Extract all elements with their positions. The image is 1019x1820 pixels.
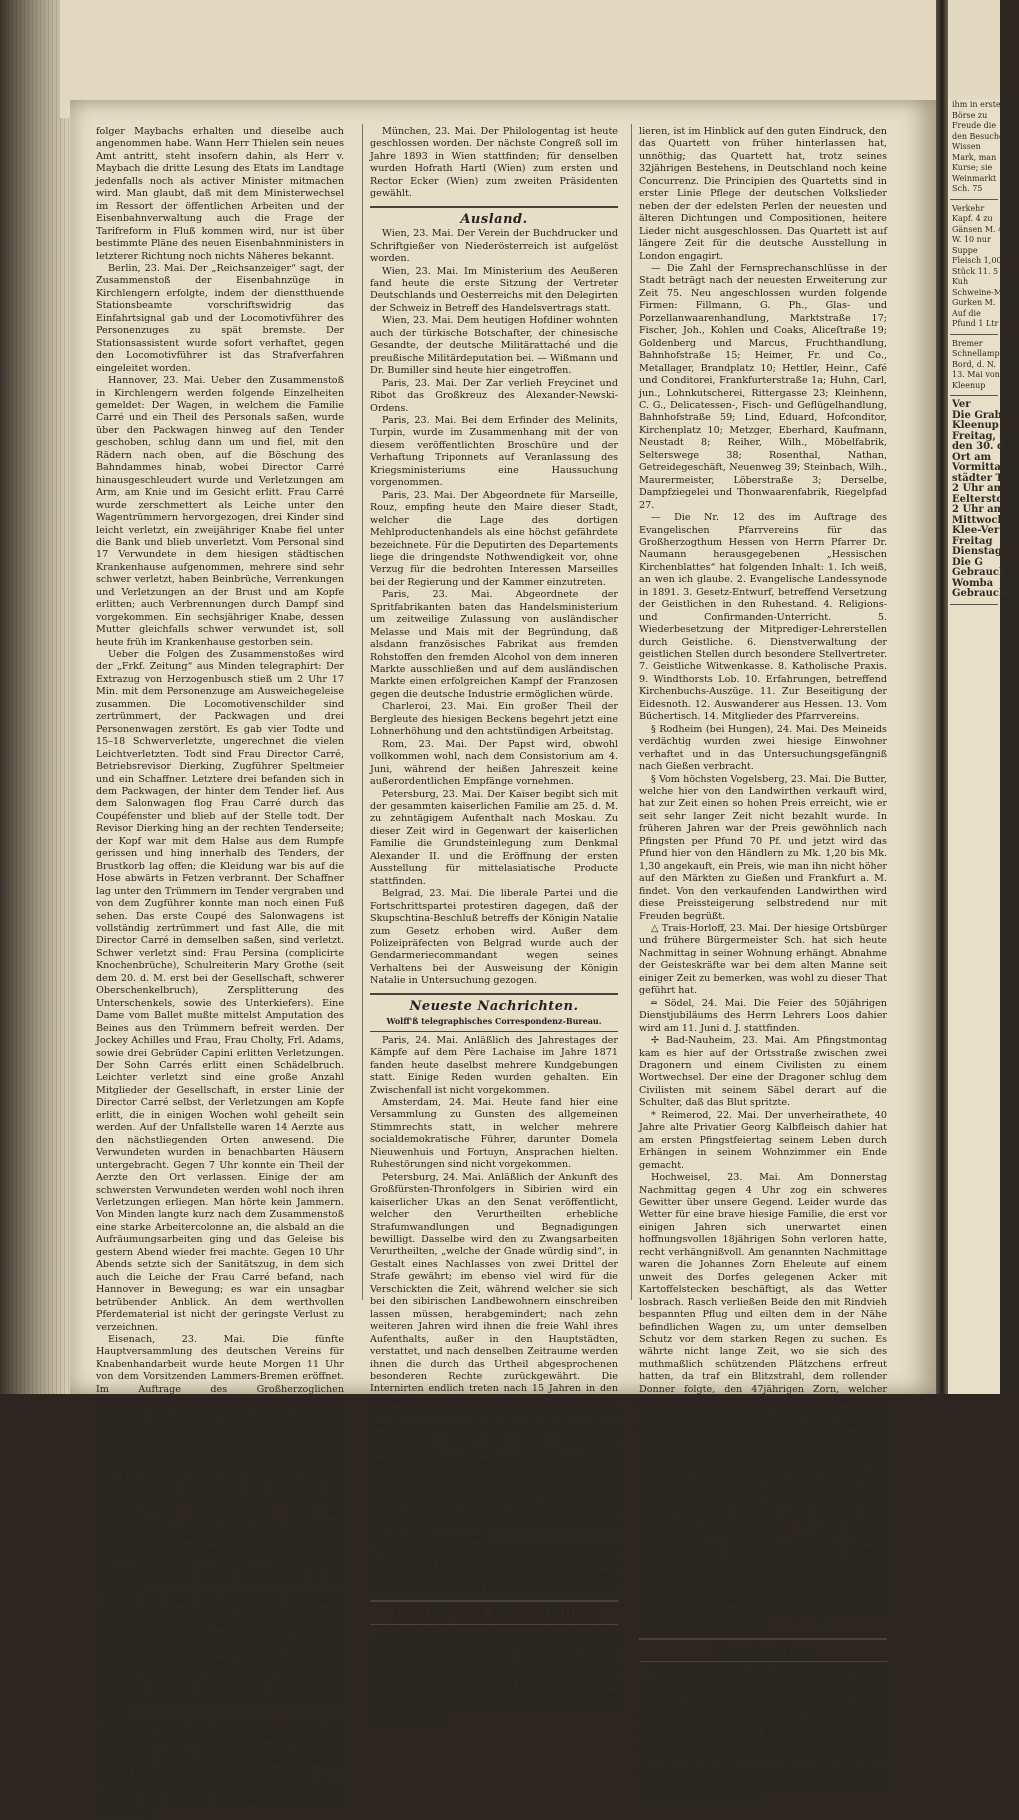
facing-page-text: Bremer [952, 338, 983, 348]
column-3 [639, 126, 887, 1802]
article-paragraph: Buenos-Ayres, 24. Mai. Nach einer Meldung des Reuter'schen Bureaus sind in der Provinz Cordoba während des elfstündigen Kampfes bei den jetzt beendeten Unruhen 25 Personen getödtet worden. [370, 1545, 618, 1594]
article-paragraph: Ueber die Folgen des Zusammenstoßes wird der „Frkf. Zeitung“ aus Minden telegraphirt: Der Extrazug von Herzogenbusch stieß um 2 Uhr 17 Min. mit dem Personenzuge am Ausweichegeleise zusammen. Die Locomotivenschilder sind zertrümmert, der Packwagen und drei Personenwagen zerstört. Es gab vier Todte und 15–18 Schwerverletzte, ungerechnet die vielen Leichtverletzten. Todt sind Frau Director Carré, Betriebsrevisor Dierking, Zugführer Speltmeier und ein Schaffner. Letztere drei befanden sich in dem Packwagen, der hinter dem Tender lief. Aus dem Salonwagen flog Frau Carré durch das Coupéfenster und blieb auf der Stelle todt. Der Revisor Dierking hing an der rechten Tenderseite; der Kopf war mit dem Halse aus dem Rumpfe gerissen und hing innerhalb des Tenders, der Brustkorb lag offen; die Kleidung war bis auf die Hose abwärts in Fetzen verbrannt. Der Schaffner lag unter den Trümmern im Tender vergraben und von dem Zugführer konnte man noch einen Fuß sehen. Das erste Coupé des Salonwagens ist vollständig zertrümmert und fast Alle, die mit Director Carré in demselben saßen, sind verletzt. Schwer verletzt sind: Frau Persina (complicirte Knochenbrüche), Schulreiterin Mary Grothe (seit dem 20. d. M. erst bei der Gesellschaft, schwerer Oberschenkelbruch), Zersplitterung des Unterschenkels, sowie des Unterkiefers). Eine Dame vom Ballet mußte mittelst Amputation des Beines aus den Trümmern befreit werden. Der Jockey Achilles und Frau, Frau Cholty, Frl. Adams, sowie drei Gebrüder Capini erlitten Verletzungen. Der Sohn Carrés erlitt einen Schädelbruch. Leichter verletzt sind eine große Anzahl Mitglieder der Gesellschaft, in erster Linie der Director Carré selbst, der Verletzungen am Kopfe erlitt, die in einigen Wochen wohl geheilt sein werden. Auf der Unfallstelle waren 14 Aerzte aus den nächstliegenden Orten anwesend. Die Verwundeten wurden in benachbarten Häusern untergebracht. Gegen 7 Uhr konnte ein Theil der Aerzte den Ort verlassen. Einige der am schwersten Verwundeten werden wohl noch ihren Verletzungen erliegen. Man hörte kein Jammern. Von Minden langte kurz nach dem Zusammenstoß eine starke Arbeitercolonne an, die alsbald an die Aufräumungsarbeiten ging und das Geleise bis gestern Abend wieder frei machte. Gegen 10 Uhr Abends setzte sich der Sanitätszug, in dem sich auch die Leiche der Frau Carré befand, nach Hannover in Bewegung; es war ein unsagbar betrübender Anblick. An dem werthvollen Pferdematerial ist nicht der geringste Verlust zu verzeichnen. [96, 649, 344, 1333]
column-1 [96, 126, 344, 1820]
facing-page-text: Gänsen M. 40 [952, 224, 1009, 234]
section-rule [370, 993, 618, 995]
section-rule [370, 206, 618, 208]
article-paragraph: Belgrad, 23. Mai. Die liberale Partei und die Fortschrittspartei protestiren dagegen, daß der Skupschtina-Beschluß betreffs der Königin Natalie zum Gesetz erhoben wird. Außer dem Polizeipräfecten von Belgrad wurde auch der Gendarmeriecommandant wegen seines Verhaltens bei der Ausweisung der Königin Natalie in Untersuchung gezogen. [370, 888, 618, 987]
article-paragraph: — Die Zahl der Fernsprechanschlüsse in der Stadt beträgt nach der neuesten Erweiterung zur Zeit 75. Neu angeschlossen wurden folgende Firmen: Fillmann, G. Ph., Glas- und Porzellanwaarenhandlung, Marktstraße 17; Fischer, Joh., Kohlen und Coaks, Aliceſtraße 19; Goldenberg und Marcus, Fruchthandlung, Bahnhofstraße 15; Heimer, Fr. und Co., Metallager, Brandplatz 10; Hettler, Heinr., Café und Conditorei, Frankfurterstraße 1a; Huhn, Carl, jun., Lohnkutscherei, Rittergasse 23; Kleinhenn, C. G., Delicatessen-, Fisch- und Geflügelhandlung, Bahnhofstraße 59; Lind, Eduard, Hofconditor, Kirchenplatz 10; Metzger, Eberhard, Kaufmann, Neustadt 8; Reiher, Wilh., Möbelfabrik, Selterswege 38; Rosenthal, Nathan, Getreidegeschäft, Neuenweg 39; Steinbach, Wilh., Maurermeister, Löberstraße 3; Derselbe, Dampfziegelei und Thonwaarenfabrik, Riegelpfad 27. [639, 262, 887, 511]
facing-page-text: Suppe [952, 245, 978, 255]
facing-page-text: Ort am [952, 451, 992, 463]
facing-page-text: Kleenup [952, 380, 986, 390]
facing-page-text: Stück 11. 5 [952, 266, 999, 276]
article-paragraph: folger Maybachs erhalten und dieselbe auch angenommen habe. Wann Herr Thielen sein neues Amt antritt, steht insofern dahin, als Herr v. Maybach die dritte Lesung des Etats im Landtage jedenfalls noch als activer Minister mitmachen wird. Man glaubt, daß mit dem Ministerwechsel im Ressort der öffentlichen Arbeiten und der Eisenbahnverwaltung auch die Frage der Tarifreform in Fluß kommen wird, nur ist über bestimmte Pläne des neuen Eisenbahnministers in letzterer Richtung noch nichts Näheres bekannt. [96, 126, 344, 262]
facing-page-rule [950, 334, 998, 335]
facing-page-text: Schweine-Markt [952, 287, 1019, 297]
column-divider [631, 124, 632, 1300]
article-paragraph: * Reimerod, 22. Mai. Der unverheirathete, 40 Jahre alte Privatier Georg Kalbfleisch dahier hat am ersten Pfingstfeiertag seinem Leben durch Erhängen in seinem Wohnzimmer ein Ende gemacht. [639, 1109, 887, 1171]
article-paragraph: Hannover, 23. Mai. Ueber den Zusammenstoß in Kirchlengern werden folgende Einzelheiten gemeldet: Der Wagen, in welchem die Familie Carré und ein Theil des Personals saßen, wurde über den Packwagen hinweg auf den Tender geschoben, schlug dann um und fiel, mit den Rädern nach oben, auf die Böschung des Bahndammes hinab, wobei Director Carré hinausgeschleudert wurde und Verletzungen am Arm, am Knie und im Gesicht erlitt. Frau Carré wurde zerschmettert als Leiche unter den Wagentrümmern hervorgezogen, drei Kinder sind leicht verletzt, ein zweijähriger Knabe fiel unter die Bank und blieb unverletzt. Vom Personal sind 17 Verwundete in dem hiesigen städtischen Krankenhause aufgenommen, mehrere sind sehr schwer verletzt, haben Beinbrüche, Verrenkungen und Verletzungen an der Brust und am Kopfe erlitten; auch Verbrennungen durch Dampf sind vorgekommen. Ein sechsjähriger Knabe, dessen Mutter gleichfalls schwer verwundet ist, soll heute früh im Krankenhause gestorben sein. [96, 375, 344, 648]
facing-page-text: Dienstag [952, 546, 1002, 557]
facing-page-text: Mittwoch [952, 514, 1005, 526]
facing-page-text: Womba [952, 577, 994, 589]
article-paragraph: § Vom höchsten Vogelsberg, 23. Mai. Die Butter, welche hier von den Landwirthen verkauft wird, hat zur Zeit einen so hohen Preis erreicht, wie er seit sehr langer Zeit nicht bezahlt wurde. In früheren Jahren war der Preis gewöhnlich nach Pfingsten per Pfund 70 Pf. und jetzt wird das Pfund hier von den Händlern zu Mk. 1,20 bis Mk. 1,30 angekauft, ein Preis, wie man ihn nicht höher auf den Märkten zu Gießen und Frankfurt a. M. findet. Von den verkaufenden Landwirthen wird diese Preissteigerung selbstredend nur mit Freuden begrüßt. [639, 773, 887, 922]
facing-page-text: Bord, d. N. [952, 359, 996, 369]
facing-page-text: Freitag [952, 535, 993, 547]
article-paragraph: Wien, 23. Mai. Dem heutigen Hofdiner wohnten auch der türkische Botschafter, der chinesische Gesandte, der deutsche Militärattaché und die preußische Militärdeputation bei. — Wißmann und Dr. Bumiller sind heute hier eingetroffen. [370, 315, 618, 377]
article-paragraph: ✢ Bad-Nauheim, 23. Mai. Am Pfingstmontag kam es hier auf der Ortsstraße zwischen zwei Dragonern und einem Civilisten zu einem Wortwechsel. Der eine der Dragoner schlug dem Civilisten mit seinem Säbel derart auf die Schulter, daß das Blut spritzte. [639, 1035, 887, 1109]
section-rule [370, 1031, 618, 1032]
article-muenchen: München, 23. Mai. Der Philologentag ist heute geschlossen worden. Der nächste Congreß soll im Jahre 1893 in Wien stattfinden; für denselben wurden Hofrath Hartl (Wien) zum ersten und Rector Ecker (Wien) zum zweiten Präsidenten gewählt. [370, 126, 618, 200]
facing-page-text: Verkehr [952, 203, 985, 213]
neueste-articles [370, 1035, 618, 1595]
article-paragraph: Rom, 23. Mai. Der Papst wird, obwohl vollkommen wohl, nach dem Consistorium am 4. Juni, während der heißen Jahreszeit keine außerordentlichen Empfänge vornehmen. [370, 738, 618, 788]
facing-page-text: Gebrauch [952, 567, 1007, 578]
facing-page-text: Freude die [952, 121, 997, 130]
facing-page-rule [950, 199, 998, 200]
column-divider [362, 124, 363, 1300]
facing-page-text: Gebraucht [952, 588, 1011, 599]
facing-page-text: Klee-Ver [952, 525, 1000, 536]
article-paragraph: — Die Nr. 12 des im Auftrage des Evangelischen Pfarrvereins für das Großherzogthum Hessen von Herrn Pfarrer Dr. Naumann herausgegebenen „Hessischen Kirchenblattes“ hat folgenden Inhalt: 1. Ich weiß, an wen ich glaube. 2. Evangelische Landessynode in 1891. 3. Gesetz-Entwurf, betreffend Versetzung der Geistlichen in den Ruhestand. 4. Religions- und Confirmanden-Unterricht. 5. Wiederbesetzung der Mitprediger-Lehrerstellen durch Geistliche. 6. Dienstverwaltung der geistlichen Stellen durch besondere Stellvertreter. 7. Geistliche Witwenkasse. 8. Katholische Praxis. 9. Windthorsts Lob. 10. Erfahrungen, betreffend Kirchenbuchs-Auszüge. 11. Zur Beseitigung der Eidesnoth. 12. Auswanderer aus Hessen. 13. Vom Büchertisch. 14. Mitglieder des Pfarrvereins. [639, 512, 887, 723]
article-frankfurt: * Frankfurt a. M., 22. Mai. In letzter Nacht wurde auf dem Hafenpfad ein Raubmordversuch an einer 82jährigen Frau gemacht. Der Thäter überfiel die alte Frau, knebelte sie, legte ihr ein Tuch um den Hals und zog es zu. In der Meinung, die alte Frau sei todt, durchwühlte er nun die ganze Wohnung nach Geld, kam aber nicht an die richtige Schublade, in der 680 Mk. sich befanden; da er nichts fand, ging er davon. Die alte Frau kam wieder zu sich, stand mit ihren gebundenen Händen auf und ging zu [639, 1665, 887, 1801]
facing-page-text: Kleenup [952, 420, 999, 431]
column-2 [370, 126, 618, 1727]
facing-page-text: Auf die [952, 308, 981, 318]
facing-page-text: Die Grab [952, 409, 1002, 421]
facing-page-fragment [948, 100, 1019, 1394]
facing-page-text: Mark, man [952, 152, 997, 162]
section-rule [639, 1661, 887, 1662]
facing-page-text: Eelterstoß [952, 493, 1011, 505]
article-paragraph: Köln, 23. Mai. Die Königliche Eisenbahn-Direction (rechtsrheinisch), welche die von den Zechen im der Kölner Kohlensubmission am 15. April abgegebenen Offerten zu 105 Mk. abgelehnt hat, forderte der „Köln. Volkszeitung“ zufolge die dem Kohlenverkaufsverein angehörigen Zechen auf, ihr freihändige Angebote zu machen und erließ zu diesem Behufe eine Einladung zu mündlichen Verhandlungen für den 26. Mai nach Essen. [96, 1595, 344, 1719]
article-paragraph: § Rodheim (bei Hungen), 24. Mai. Des Meineids verdächtig wurden zwei hiesige Einwohner verhaftet und in das Untersuchungsgefängniß nach Gießen verbracht. [639, 723, 887, 773]
facing-page-text: 2 Uhr am [952, 483, 1005, 494]
facing-page-text: Kuh [952, 277, 969, 286]
article-paragraph: Wien, 23. Mai. Im Ministerium des Aeußeren fand heute die erste Sitzung der Vertreter Deutschlands und Oesterreichs mit den Delegirten der Schweiz in Betreff des Handelsvertrags statt. [370, 265, 618, 314]
article-paragraph: ═ Södel, 24. Mai. Die Feier des 50jährigen Dienstjubiläums des Herrn Lehrers Loos dahier wird am 11. Juni d. J. stattfinden. [639, 997, 887, 1034]
section-subheading: Wolff'ß telegraphisches Correspondenz-Bureau. [386, 1016, 602, 1027]
facing-page-text: Wissen [952, 142, 981, 151]
facing-page-text: 2 Uhr am [952, 504, 1005, 515]
article-paragraph: Petersburg, 23. Mai. Der Kaiser begibt sich mit der gesammten kaiserlichen Familie am 25. d. M. zu zehntägigem Aufenthalt nach Moskau. Zu dieser Zeit wird in Gegenwart der kaiserlichen Familie die Grundsteinlegung zum Denkmal Alexander II. und die Eröffnung der ersten Ausstellung für mittelasiatische Producte stattfinden. [370, 788, 618, 887]
facing-page-text: Gurken M. [952, 298, 996, 307]
facing-page-text: Weinmarkt [952, 173, 997, 183]
facing-page-text: Pfund 1 Ltr [952, 319, 999, 328]
article-paragraph: Berlin, 23. Mai. Der „Reichsanzeiger“ sagt, der Zusammenstoß der Eisenbahnzüge in Kirchlengern erfolgte, indem der dienstthuende Stationsbeamte vorschriftswidrig das Einfahrtsignal gab und der Locomotivführer des Personenzuges zu spät bremste. Der Stationsassistent wurde sofort verhaftet, gegen den Locomotivführer ist das Strafverfahren eingeleitet worden. [96, 262, 344, 374]
article-paragraph: Paris, 23. Mai. Bei dem Erfinder des Melinits, Turpin, wurde im Zusammenhang mit der von diesem veröffentlichten Broschüre und der Verhaftung Triponnets auf Veranlassung des Kriegsministeriums eine Haussuchung vorgenommen. [370, 414, 618, 489]
book-gutter [936, 0, 948, 1394]
article-paragraph: Wien, 23. Mai. Der Verein der Buchdrucker und Schriftgießer von Niederösterreich ist aufgelöst worden. [370, 228, 618, 265]
article-paragraph: △ Trais-Horloff, 23. Mai. Der hiesige Ortsbürger und frühere Bürgermeister Sch. hat sich heute Nachmittag in seiner Wohnung erhängt. Abnahme der Geisteskräfte war bei dem alten Manne seit einiger Zeit zu bemerken, was wohl zu dieser That geführt hat. [639, 923, 887, 997]
article-paragraph: Paris, 23. Mai. Der Zar verlieh Freycinet und Ribot das Großkreuz des Alexander-Newski-Ordens. [370, 377, 618, 414]
section-rule [639, 1638, 887, 1640]
article-paragraph: Paris, 23. Mai. Der Abgeordnete für Marseille, Rouz, empfing heute den Maire dieser Stadt, welcher die Lage des dortigen Mehlproductenhandels als eine höchst gefährdete bezeichnete. Für die Deputirten des Departements liege die dringendste Nothwendigkeit vor, ohne Verzug für die bedrohten Interessen Marseilles bei der Regierung und der Kammer einzutreten. [370, 489, 618, 588]
article-paragraph: Petersburg, 24. Mai. Anläßlich der Ankunft des Großfürsten-Thronfolgers in Sibirien wird ein kaiserlicher Ukas an den Senat veröffentlicht, welcher den Verurtheilten erhebliche Strafumwandlungen und Begnadigungen bewilligt. Dasselbe wird den zu Zwangsarbeiten Verurtheilten, „welche der Gnade würdig sind“, in Gestalt eines Nachlasses von zwei Drittel der Strafe gewährt; im ebenso viel wird für die Verschickten die Zeit, während welcher sie sich bei den sibirischen Landbewohnern einschreiben lassen müssen, herabgemindert; nach zehn weiteren Jahren wird ihnen die freie Wahl ihres Aufenthalts, außer in den Hauptstädten, verstattet, und nach denselben Zeitraume werden ihnen die durch das Urtheil abgesprochenen besonderen Rechte zurückgewährt. Die Internirten endlich treten nach 15 Jahren in den Vollbesitz ihrer Rechte zurück. Die Auswahl der dieser Gnadenbezeigung würdigen Personen ist den Gouverneuren zugestehen. Zugleich wird ein kaiserlicher Erlaß an den Thronfolger veröffentlicht, durch welchen dieser bevollmächtigt wird, den Bewohnern Sibiriens den kaiserlichen Willen kundzugeben, das Land mit Rußland durch eine Eisenbahn zu verbinden und persönlich in Ussuri den ersten Spatenstich zu dieser Eisenbahn zu thun. Schließlich wird der Thronfolger zum Chef des ersten ostsibirischen Jägerbataillons ernannt. [370, 1171, 618, 1544]
facing-page-text: Freitag, de [952, 430, 1013, 442]
facing-page-text: den Besuchen [952, 131, 1009, 141]
article-paragraph: lieren, ist im Hinblick auf den guten Eindruck, den das Quartett von früher hinterlassen hat, unnöthig; das Quartett hat, trotz seines 32jährigen Bestehens, in Deutschland noch keine Concurrenz. Die Principien des Quartetts sind in erster Linie Pflege der deutschen Volkslieder neben der der edelsten Perlen der neuesten und älteren Dichtungen und Compositionen, heitere Lieder nicht ausgeschlossen. Das Quartett ist auf längere Zeit für die deutsche Ausstellung in London engagirt. [639, 126, 887, 262]
facing-page-rule [950, 604, 998, 605]
facing-page-text: Ver [952, 399, 971, 410]
section-heading-locales: Locales und Provinzielles. [392, 1606, 596, 1622]
facing-page-text: Sch. 75 [952, 184, 983, 193]
facing-page-text: den 30. d. [952, 441, 1008, 452]
facing-page-text: städter Th [952, 472, 1011, 484]
section-heading-neueste: Neueste Nachrichten. [409, 998, 579, 1014]
article-paragraph: Paris, 23. Mai. Abgeordnete der Spritfabrikanten baten das Handelsministerium um zeitweilige Zulassung von ausländischer Melasse und Mais mit der Begründung, daß alsdann französisches Fabrikat aus fremden Rohstoffen den fremden Alcohol von dem inneren Markte ausschließen und auf dem ausländischen Markte einen erfolgreichen Kampf der Franzosen gegen die deutsche Industrie ermöglichen würde. [370, 589, 618, 700]
article-paragraph: Hochweisel, 23. Mai. Am Donnerstag Nachmittag gegen 4 Uhr zog ein schweres Gewitter über unsere Gegend. Leider wurde das Wetter für eine brave hiesige Familie, die erst vor einigen Jahren sich unerwartet einen hoffnungsvollen 18jährigen Sohn verloren hatte, recht verhängnißvoll. Am genannten Nachmittage waren die Johannes Zorn Eheleute auf einem unweit des Dorfes gelegenen Acker mit Kartoffelstecken beschäftigt, als das Wetter losbrach. Rasch verließen Beide den mit Rindvieh bespannten Pflug und eilten dem in der Nähe befindlichen Wagen zu, um unter demselben Schutz vor dem starken Regen zu suchen. Es währte nicht lange Zeit, wo sie sich des muthmaßlich schützenden Plätzchens erfreut hatten, da traf ein Blitzstrahl, dem rollender Donner folgte, den 47jährigen Zorn, welcher dieser sofort tödtete, dagegen seine Ehefrau nur momentan betäubte und eine Seite derselben stark roth anlaufend lähmte. Am dem vom Blitz erschlagenen Manne war nur das Versengen des Haares und ein rother Streifen dem Rücken entlang bemerkbar. Hoffentlich gelingt es der ärztlichen Wissenschaft, die arme Frau wieder vollständig herzustellen, damit den beiden acht- und elfjährigen Kindern, welche so plötzlich des Vaters beraubt wurden, die Mutter und Ernährerin erhalten bleibt. — Aus diesem Unglücksfall, welcher unsere ganze Einwohnerschaft in große Aufregung versetzt hatte, mögen Alle, welche von einem Gewitter auf freiem Felde überrascht werden, die Lehre ziehen, lieber auf flachem Felde sich niederzulegen und die auf sie fallende Nässe zu ertragen, als unter einem einzeln stehenden Baum, Wagen u. Schutz vor dem Regen zu suchen. [639, 1172, 887, 1632]
article-paragraph: Paris, 24. Mai. Anläßlich des Jahrestages der Kämpfe auf dem Père Lachaise im Jahre 1871 fanden heute daselbst mehrere Kundgebungen statt. Einige Reden wurden gehalten. Ein Zwischenfall ist nicht vorgekommen. [370, 1034, 618, 1096]
facing-page-text: Kurse; sie [952, 163, 993, 172]
facing-page-text: ihm in erster [952, 100, 1005, 109]
article-paragraph: Köln, 23. Mai. Die „Köln. Ztg.“ meldet aus Amsterdam, der Minister des Aeußeren habe einer Abordnung der südafrikanischen Republik mitgetheilt, die Kaiserin werde den Kaiser bei seinem Besuche nach Amsterdam begleiten. [96, 1720, 344, 1781]
ausland-articles [370, 228, 618, 988]
facing-page-text: Kapf. 4 zu [952, 214, 993, 223]
article-paragraph: Eisenach, 23. Mai. Die fünfte Hauptversammlung des deutschen Vereins für Knabenhandarbeit wurde heute Morgen 11 Uhr von dem Vorsitzenden Lammers-Bremen eröffnet. Im Auftrage des Großherzoglichen Staatsministeriums begrüßte Schulrath Eberhardt (Weimar), im Namen der Stadt Eisenach Bürgermeister Wittrock die Versammlung. Nach Erledigung des Geschäftsberichts sprachen die Lehrer Hertel (Zwickau) und Kalb (Gera) über den Arbeitsunterricht für Knaben in dem Alter von 7 bis 10 Jahren. Eine von Groppler (Berlin) vorgeschlagene Resolution, in welcher die Nothwendigkeit einer Verbindung zwischen den Arbeiten des Kindergartens und der Schulwerkstatt betont und den deutschen Schüler-Werkstätten praktische Versuche in dieser Richtung empfohlen werden, gelangte einstimmig zur Annahme. Zum nächstjährigen Versammlungsorte wurde Königsberg i. Pr. bestimmt. [96, 1333, 344, 1595]
article-paragraph: Amsterdam, 24. Mai. Heute fand hier eine Versammlung zu Gunsten des allgemeinen Stimmrechts statt, in welcher mehrere socialdemokratische Führer, darunter Domela Nieuwenhuis und Fortuyn, Ansprachen hielten. Ruhestörungen sind nicht vorgekommen. [370, 1096, 618, 1171]
section-rule [370, 1600, 618, 1602]
facing-page-text: Schnellampfer [952, 349, 1012, 358]
section-rule [370, 1624, 618, 1625]
facing-page-text: Fleisch 1,00 [952, 256, 1002, 265]
facing-page-text: 13. Mai von [952, 370, 1000, 379]
article-paragraph: Saarbrücken, 23. Mai. Heute sind auf denselben Gruben, wie gestern, insgesammt 1831 Mann ausständig. [96, 1782, 344, 1819]
article-paragraph: Charleroi, 23. Mai. Ein großer Theil der Bergleute des hiesigen Beckens begehrt jetzt eine Lohnerhöhung und den achtstündigen Arbeitstag. [370, 701, 618, 738]
section-heading-ausland: Ausland. [460, 211, 528, 227]
facing-page-text: Börse zu [952, 110, 988, 120]
column-3-articles [639, 126, 887, 1633]
facing-page-text: W. 10 nur [952, 235, 991, 244]
facing-page-text: Vormittags [952, 462, 1014, 473]
article-giessen: Gießen, 25. Mai. — Auf die heute und morgen Abend in Steins Garten stattfindenden Concerte des rühmlichst bekannten Zapf'schen Vocal-Künstler-Quartetts aus Wiesbaden sei an dieser Stelle besonders aufmerksam gemacht. Besondere Worte der Empfehlung über die Leistungen des Quartetts zu verlieren, ist im Hinblick auf den guten Eindruck [370, 1627, 618, 1726]
facing-page-text: Die G [952, 556, 983, 568]
section-heading-vermischtes: Vermischtes. [713, 1643, 813, 1659]
facing-page-rule [950, 395, 998, 396]
